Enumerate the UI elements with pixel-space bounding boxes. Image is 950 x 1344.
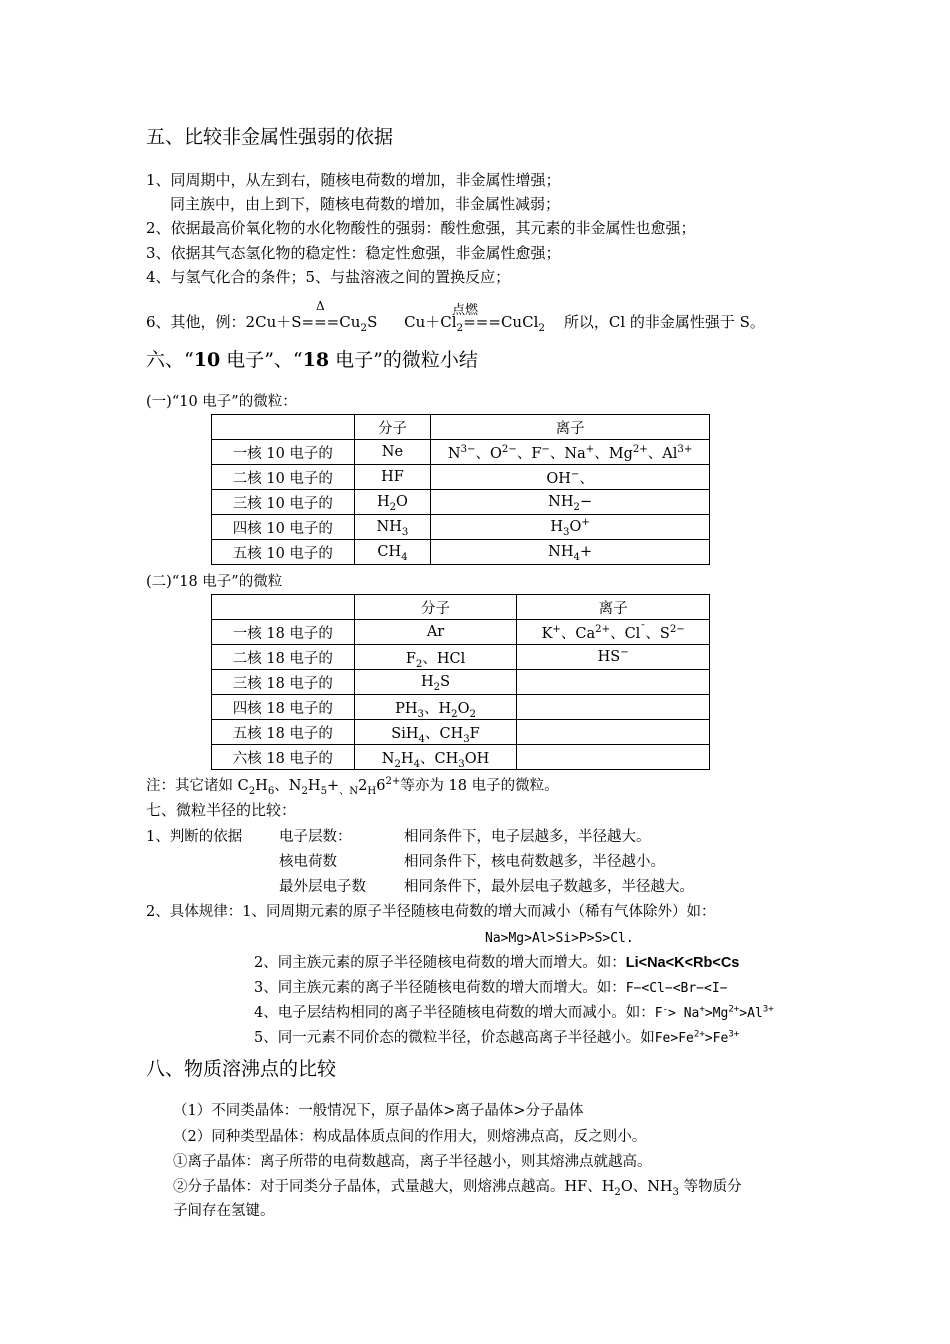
- row-label: 三核 10 电子的: [212, 490, 355, 515]
- s6-heading-c: 电子”、“: [220, 349, 303, 371]
- eq1-product-tail: S: [367, 313, 378, 331]
- section-7-heading: 七、微粒半径的比较：: [146, 801, 297, 819]
- rule-2-text: 2、同主族元素的原子半径随核电荷数的增大而增大。如：: [254, 955, 626, 971]
- formula-part: N: [381, 750, 395, 767]
- formula-part: 3+: [728, 1029, 740, 1040]
- formula-part: 2: [415, 658, 423, 670]
- row-label: 二核 10 电子的: [212, 465, 355, 490]
- table-row: [212, 645, 710, 670]
- table-row: [212, 490, 710, 515]
- molecule-cell: Ne: [354, 440, 431, 465]
- formula-part: >Mg: [704, 1006, 729, 1021]
- formula-part: NH: [548, 544, 574, 560]
- formula-part: F: [469, 725, 480, 742]
- ion-cell: [517, 745, 710, 770]
- formula-part: −: [570, 468, 580, 480]
- formula-part: H: [550, 519, 564, 535]
- s5-line-1a: 1、同周期中，从左到右，随核电荷数的增加，非金属性增强；: [146, 171, 561, 189]
- ion-cell: [431, 440, 710, 465]
- formula-part: 2+: [595, 623, 611, 635]
- rule-1: 2、具体规律：1、同周期元素的原子半径随核电荷数的增大而减小（稀有气体除外）如：: [146, 904, 716, 920]
- formula-part: +: [552, 623, 561, 635]
- formula-part: >Fe: [704, 1031, 729, 1046]
- formula-part: +: [327, 778, 340, 794]
- row-label: 三核 18 电子的: [212, 670, 355, 695]
- column-header: 分子: [354, 415, 431, 440]
- row-label: 二核 18 电子的: [212, 645, 355, 670]
- formula-part: 等物质分: [679, 1179, 742, 1195]
- row-label: 五核 10 电子的: [212, 540, 355, 565]
- formula-part: -: [662, 1004, 669, 1015]
- formula-part: +: [579, 544, 593, 560]
- ion-cell: [517, 695, 710, 720]
- table-header-row: [212, 595, 710, 620]
- s6-note: [146, 778, 559, 795]
- ion-cell: [517, 620, 710, 645]
- molecule-cell: HF: [354, 465, 431, 490]
- eq2-condition: 点燃: [452, 303, 479, 318]
- formula-part: 、Cl: [610, 625, 641, 642]
- molecule-cell: [354, 490, 431, 515]
- formula-part: 3: [563, 526, 570, 538]
- formula-part: H: [400, 750, 414, 767]
- eq1-lhs: 2Cu＋S: [245, 313, 302, 331]
- formula-part: > Na: [668, 1006, 700, 1021]
- basis-text-1: 相同条件下，电子层越多，半径越大。: [404, 829, 651, 845]
- formula-part: H: [255, 778, 268, 794]
- formula-part: 、HCl: [422, 650, 466, 667]
- s6-heading-d: 18: [302, 349, 330, 371]
- s8-p5: 子间存在氢键。: [173, 1203, 275, 1219]
- formula-part: OH: [546, 470, 571, 487]
- rule-5-example: [655, 1031, 740, 1046]
- formula-part: 2−: [501, 443, 517, 455]
- molecule-cell: [354, 695, 517, 720]
- formula-part: 等亦为 18 电子的微粒。: [400, 778, 559, 794]
- formula-part: 2: [248, 785, 256, 797]
- column-header: 分子: [354, 595, 517, 620]
- ion-cell: [517, 720, 710, 745]
- formula-part: 2: [614, 1186, 621, 1198]
- formula-part: 5: [320, 785, 328, 797]
- formula-part: 、CH: [420, 750, 459, 767]
- basis-key-1: 电子层数：: [279, 829, 352, 845]
- eq1-condition: Δ: [316, 299, 325, 313]
- formula-part: 3+: [677, 443, 693, 455]
- rule-4-example: [655, 1006, 774, 1021]
- rule-3-example: F−<Cl−<Br−<I−: [625, 981, 728, 996]
- column-header: 离子: [517, 595, 710, 620]
- s5-conclusion: 所以，Cl 的非金属性强于 S。: [563, 313, 765, 331]
- eq2-product: CuCl: [500, 313, 539, 331]
- rule-1-example: Na>Mg>Al>Si>P>S>Cl.: [485, 931, 634, 946]
- formula-part: 4: [573, 551, 580, 563]
- formula-part: 4: [401, 551, 408, 563]
- formula-part: K: [541, 625, 553, 642]
- formula-part: 、F: [516, 445, 542, 462]
- formula-part: 注：其它诸如 C: [146, 778, 249, 794]
- formula-part: 3+: [762, 1004, 774, 1015]
- ten-electron-table: [211, 414, 710, 565]
- formula-part: 6: [376, 778, 386, 794]
- formula-part: 、CH: [424, 725, 464, 742]
- ion-cell: [517, 645, 710, 670]
- table-header-row: [212, 415, 710, 440]
- molecule-cell: [354, 720, 517, 745]
- formula-part: 2+: [632, 443, 648, 455]
- formula-part: 2: [433, 681, 441, 693]
- formula-part: O: [569, 519, 582, 535]
- formula-part: PH: [395, 700, 418, 717]
- rule-2: [254, 955, 739, 972]
- table-row: [212, 695, 710, 720]
- formula-part: H: [367, 785, 377, 797]
- formula-part: 、S: [645, 625, 670, 642]
- formula-part: 2: [469, 708, 476, 720]
- formula-part: 、O: [475, 445, 502, 462]
- formula-part: 2: [573, 501, 580, 513]
- formula-part: Fe>Fe: [654, 1031, 694, 1046]
- molecule-cell: [354, 670, 517, 695]
- s5-line-2: 2、依据最高价氧化物的水化物酸性的强弱：酸性愈强，其元素的非金属性也愈强；: [146, 219, 696, 237]
- formula-part: 2+: [385, 776, 401, 788]
- formula-part: 、Mg: [594, 445, 633, 462]
- table-1-caption: (一)“10 电子”的微粒：: [146, 394, 297, 410]
- formula-part: OH: [464, 750, 490, 767]
- formula-part: 3−: [460, 443, 476, 455]
- row-label: 四核 18 电子的: [212, 695, 355, 720]
- s6-heading-a: 六、“: [146, 349, 194, 371]
- formula-part: H: [307, 778, 321, 794]
- section-8-heading: 八、物质溶沸点的比较: [146, 1058, 337, 1080]
- molecule-cell: [354, 645, 517, 670]
- formula-part: SiH: [391, 725, 419, 742]
- eighteen-electron-table: [211, 594, 710, 770]
- formula-part: 2: [301, 785, 308, 797]
- formula-part: ˉ: [640, 623, 646, 635]
- basis-key-3: 最外层电子数: [279, 879, 366, 895]
- eq1-product-sub: 2: [360, 322, 368, 334]
- formula-part: S: [440, 674, 451, 690]
- rule-4: [254, 1005, 774, 1022]
- eq2-lhs-sub: 2: [456, 322, 464, 334]
- formula-part: +: [581, 517, 590, 529]
- formula-part: 3: [458, 758, 465, 770]
- table-row: [212, 465, 710, 490]
- formula-part: 2: [358, 778, 368, 794]
- formula-part: 、Ca: [560, 625, 596, 642]
- s5-line-4: 4、与氢气化合的条件；5、与盐溶液之间的置换反应；: [146, 268, 511, 286]
- ion-cell: [431, 515, 710, 540]
- ion-cell: [431, 540, 710, 565]
- section-5-heading: 五、比较非金属性强弱的依据: [146, 126, 394, 148]
- molecule-cell: [354, 540, 431, 565]
- basis-key-2: 核电荷数: [279, 854, 337, 870]
- formula-part: −: [541, 443, 550, 455]
- formula-part: >Al: [739, 1006, 763, 1021]
- s5-line-6-prefix: 6、其他，例：: [146, 313, 246, 331]
- table-row: [212, 540, 710, 565]
- formula-part: 、N: [274, 778, 302, 794]
- eq2-product-sub: 2: [538, 322, 546, 334]
- formula-part: 2: [451, 708, 458, 720]
- table-row: [212, 745, 710, 770]
- formula-part: 2: [389, 501, 397, 513]
- formula-part: 2−: [669, 623, 685, 635]
- formula-part: 2: [394, 758, 401, 770]
- s8-p1: （1）不同类晶体：一般情况下，原子晶体>离子晶体>分子晶体: [173, 1103, 584, 1119]
- formula-part: O、NH: [620, 1179, 673, 1195]
- s8-p4: [173, 1179, 742, 1196]
- eq1-arrow: ===: [301, 313, 340, 331]
- basis-text-2: 相同条件下，核电荷数越多，半径越小。: [404, 854, 665, 870]
- formula-part: 3: [463, 733, 470, 745]
- formula-part: O: [457, 700, 470, 717]
- rule-3: [254, 980, 727, 997]
- s6-heading-e: 电子”的微粒小结: [329, 349, 478, 371]
- formula-part: N: [447, 445, 461, 462]
- formula-part: +: [699, 1004, 705, 1015]
- row-label: 一核 10 电子的: [212, 440, 355, 465]
- eq2-lhs: Cu＋Cl: [404, 313, 457, 331]
- formula-part: 2+: [693, 1029, 705, 1040]
- molecule-cell: [354, 515, 431, 540]
- s5-line-1b: 同主族中，由上到下，随核电荷数的增加，非金属性减弱；: [170, 195, 561, 213]
- formula-part: 3: [417, 708, 424, 720]
- table-row: [212, 670, 710, 695]
- basis-label: 1、判断的依据: [146, 829, 243, 845]
- formula-part: 、H: [423, 700, 452, 717]
- formula-part: 4: [418, 733, 425, 745]
- formula-part: H: [376, 494, 390, 510]
- s6-heading-b: 10: [193, 349, 221, 371]
- eq1-product: Cu: [339, 313, 361, 331]
- formula-part: F: [405, 650, 416, 667]
- s5-line-3: 3、依据其气态氢化物的稳定性：稳定性愈强，非金属性愈强；: [146, 244, 561, 262]
- table-row: [212, 515, 710, 540]
- molecule-cell: [354, 745, 517, 770]
- table-2-caption: (二)“18 电子”的微粒: [146, 574, 283, 590]
- row-label: 六核 18 电子的: [212, 745, 355, 770]
- formula-part: 、Na: [549, 445, 586, 462]
- molecule-cell: Ar: [354, 620, 517, 645]
- row-label: 四核 10 电子的: [212, 515, 355, 540]
- table-row: [212, 620, 710, 645]
- formula-part: O: [396, 494, 408, 510]
- rule-4-text: 4、电子层结构相同的离子半径随核电荷数的增大而减小。如：: [254, 1005, 655, 1021]
- s8-p2: （2）同种类型晶体：构成晶体质点间的作用大，则熔沸点高，反之则小。: [173, 1129, 647, 1145]
- row-label: 五核 18 电子的: [212, 720, 355, 745]
- rule-2-example: Li<Na<K<Rb<Cs: [625, 955, 740, 971]
- formula-part: ②分子晶体：对于同类分子晶体，式量越大，则熔沸点越高。HF、H: [173, 1179, 615, 1195]
- formula-part: NH: [548, 494, 574, 510]
- formula-part: 3: [401, 526, 409, 538]
- s8-p3: ①离子晶体：离子所带的电荷数越高，离子半径越小，则其熔沸点就越高。: [173, 1154, 652, 1170]
- formula-part: NH: [376, 519, 402, 535]
- formula-part: CH: [377, 544, 402, 560]
- formula-part: 2+: [728, 1004, 740, 1015]
- table-row: [212, 440, 710, 465]
- column-header: [212, 595, 355, 620]
- formula-part: −: [579, 494, 593, 510]
- formula-part: 4: [413, 758, 421, 770]
- formula-part: HS: [597, 649, 621, 665]
- row-label: 一核 18 电子的: [212, 620, 355, 645]
- basis-text-3: 相同条件下，最外层电子数越多，半径越大。: [404, 879, 694, 895]
- table-row: [212, 720, 710, 745]
- formula-part: 、Al: [647, 445, 678, 462]
- rule-5-text: 5、同一元素不同价态的微粒半径，价态越高离子半径越小。如: [254, 1030, 655, 1046]
- formula-part: F: [654, 1006, 663, 1021]
- section-6-heading: [146, 349, 478, 372]
- formula-part: H: [421, 674, 434, 690]
- formula-part: +: [585, 443, 595, 455]
- ion-cell: [431, 465, 710, 490]
- rule-3-text: 3、同主族元素的离子半径随核电荷数的增大而增大。如：: [254, 980, 626, 996]
- column-header: 离子: [431, 415, 710, 440]
- formula-part: 3: [672, 1186, 679, 1198]
- column-header: [212, 415, 355, 440]
- ion-cell: [517, 670, 710, 695]
- formula-part: −: [620, 647, 629, 659]
- formula-part: 、N: [339, 785, 359, 797]
- ion-cell: [431, 490, 710, 515]
- formula-part: 、: [579, 470, 594, 487]
- rule-5: [254, 1030, 739, 1047]
- formula-part: 6: [267, 785, 275, 797]
- eq2-arrow: ===: [463, 313, 501, 331]
